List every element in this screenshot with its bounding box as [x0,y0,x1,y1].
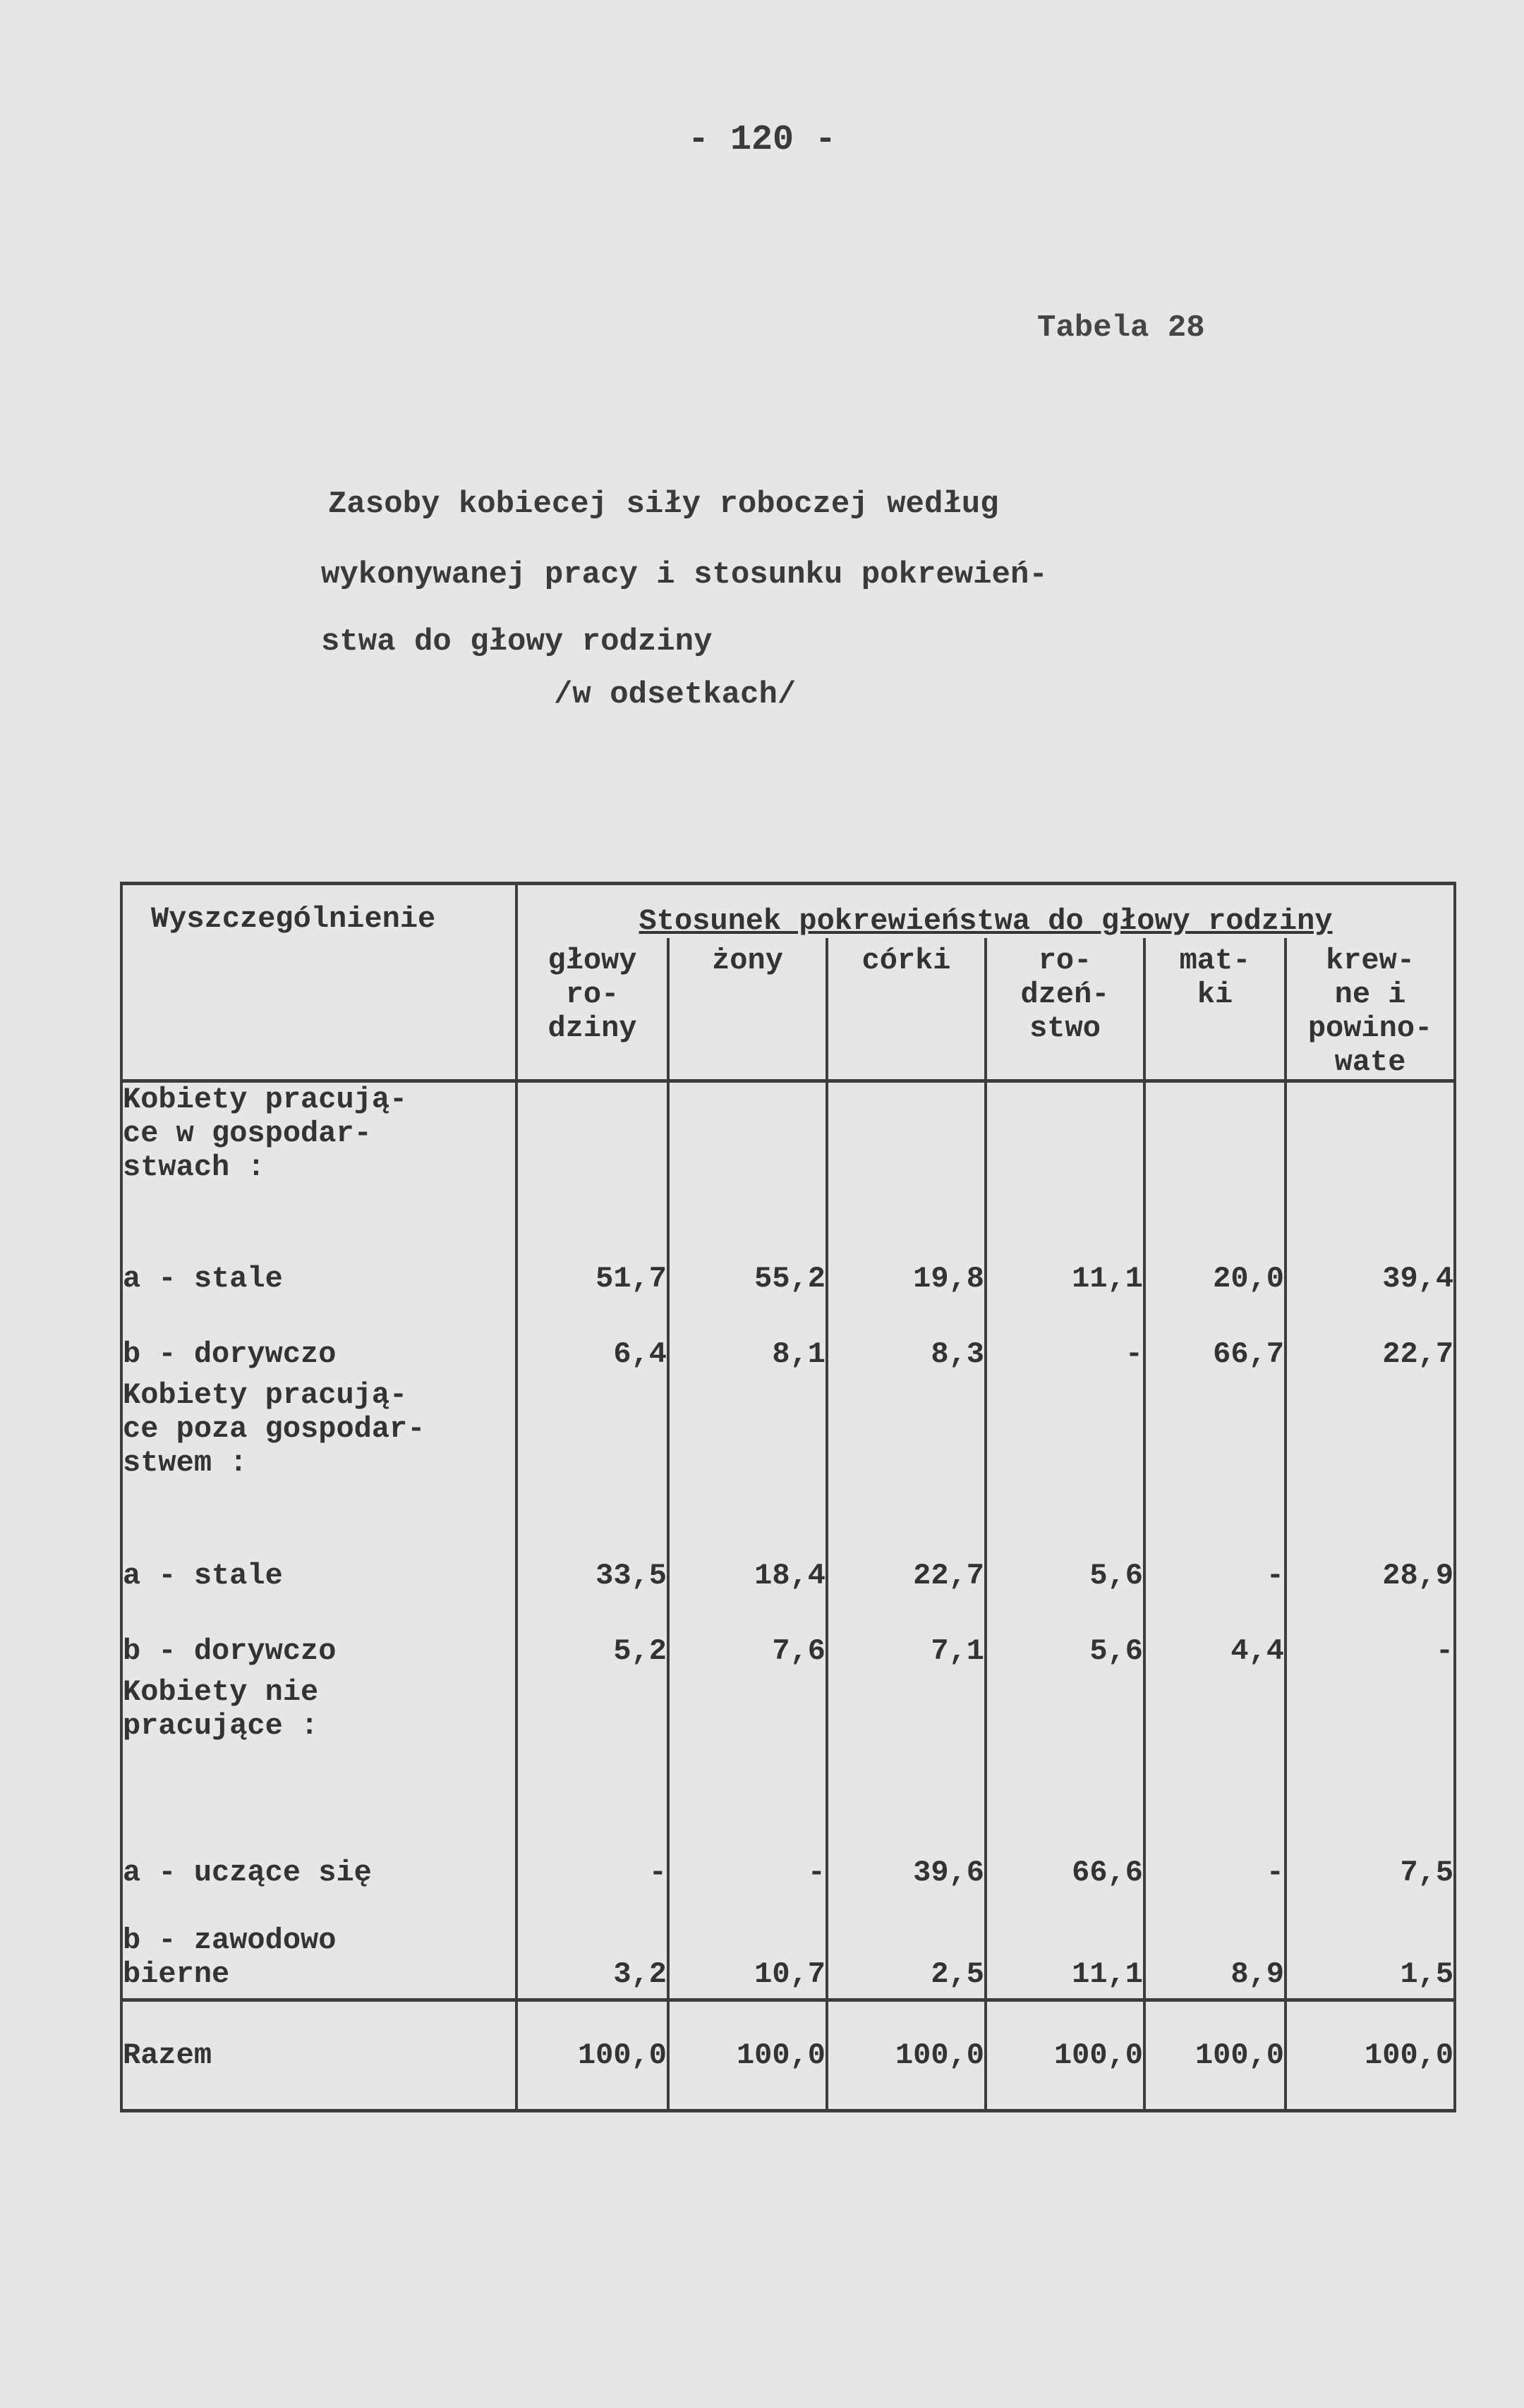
value-cell: 55,2 [668,1227,827,1303]
data-table [120,882,1456,2112]
table-body [121,1081,1455,2111]
section-row [121,1675,1455,1822]
value-cell: 22,7 [1286,1303,1455,1378]
value-cell: 7,5 [1286,1822,1455,1897]
table-row [121,1524,1455,1600]
section-label: Kobiety nie pracujące : [121,1675,516,1822]
section-row [121,1081,1455,1228]
value-cell: - [1286,1600,1455,1675]
total-label: Razem [121,2000,516,2110]
value-cell: 66,7 [1144,1303,1286,1378]
value-cell: 8,1 [668,1303,827,1378]
empty-cell [1286,1378,1455,1525]
total-value-cell: 100,0 [668,2000,827,2110]
row-label: b - zawodowo bierne [121,1897,516,2000]
value-cell: 51,7 [516,1227,668,1303]
table-title-line-2: wykonywanej pracy i stosunku pokrewień- [321,557,1048,592]
group-header: Stosunek pokrewieństwa do głowy rodziny [516,884,1455,939]
empty-cell [986,1081,1144,1228]
column-header: głowy ro- dziny [516,938,668,1081]
empty-cell [1144,1081,1286,1228]
table-row [121,1227,1455,1303]
column-header: córki [827,938,986,1081]
empty-cell [1286,1081,1455,1228]
empty-cell [516,1675,668,1822]
value-cell: 2,5 [827,1897,986,2000]
row-label: b - dorywczo [121,1600,516,1675]
column-header: ro- dzeń- stwo [986,938,1144,1081]
value-cell: 28,9 [1286,1524,1455,1600]
value-cell: 10,7 [668,1897,827,2000]
total-value-cell: 100,0 [516,2000,668,2110]
empty-cell [516,1378,668,1525]
value-cell: 8,3 [827,1303,986,1378]
value-cell: 19,8 [827,1227,986,1303]
table-title-line-1: Zasoby kobiecej siły roboczej według [328,487,999,522]
value-cell: 4,4 [1144,1600,1286,1675]
table-title-line-3: stwa do głowy rodziny [321,624,713,659]
value-cell: 5,6 [986,1600,1144,1675]
empty-cell [668,1378,827,1525]
row-label: a - stale [121,1227,516,1303]
value-cell: 7,1 [827,1600,986,1675]
row-label: b - dorywczo [121,1303,516,1378]
table-row [121,1303,1455,1378]
empty-cell [986,1378,1144,1525]
value-cell: 1,5 [1286,1897,1455,2000]
empty-cell [827,1081,986,1228]
total-value-cell: 100,0 [1144,2000,1286,2110]
table-label: Tabela 28 [1037,310,1205,346]
total-value-cell: 100,0 [986,2000,1144,2110]
empty-cell [1286,1675,1455,1822]
value-cell: 11,1 [986,1897,1144,2000]
empty-cell [1144,1675,1286,1822]
empty-cell [827,1378,986,1525]
section-label: Kobiety pracują- ce w gospodar- stwach : [121,1081,516,1228]
value-cell: 39,6 [827,1822,986,1897]
total-value-cell: 100,0 [1286,2000,1455,2110]
value-cell: 39,4 [1286,1227,1455,1303]
value-cell: - [668,1822,827,1897]
value-cell: 22,7 [827,1524,986,1600]
empty-cell [668,1675,827,1822]
empty-cell [827,1675,986,1822]
value-cell: 11,1 [986,1227,1144,1303]
value-cell: 6,4 [516,1303,668,1378]
total-row [121,2000,1455,2110]
value-cell: 5,6 [986,1524,1144,1600]
row-label: a - stale [121,1524,516,1600]
table-row [121,1897,1455,2000]
value-cell: - [986,1303,1144,1378]
value-cell: 3,2 [516,1897,668,2000]
value-cell: 66,6 [986,1822,1144,1897]
row-label: a - uczące się [121,1822,516,1897]
empty-cell [516,1081,668,1228]
value-cell: - [1144,1822,1286,1897]
table-row [121,1822,1455,1897]
empty-cell [986,1675,1144,1822]
section-label: Kobiety pracują- ce poza gospodar- stwem : [121,1378,516,1525]
total-value-cell: 100,0 [827,2000,986,2110]
page-number: - 120 - [687,120,837,160]
value-cell: 20,0 [1144,1227,1286,1303]
column-header: krew- ne i powino- wate [1286,938,1455,1081]
table-title-unit: /w odsetkach/ [554,677,797,712]
empty-cell [668,1081,827,1228]
column-header: żony [668,938,827,1081]
value-cell: - [516,1822,668,1897]
value-cell: 7,6 [668,1600,827,1675]
stub-header: Wyszczególnienie [121,884,516,1081]
value-cell: - [1144,1524,1286,1600]
value-cell: 33,5 [516,1524,668,1600]
value-cell: 8,9 [1144,1897,1286,2000]
value-cell: 5,2 [516,1600,668,1675]
value-cell: 18,4 [668,1524,827,1600]
empty-cell [1144,1378,1286,1525]
column-header: mat- ki [1144,938,1286,1081]
table-row [121,1600,1455,1675]
section-row [121,1378,1455,1525]
